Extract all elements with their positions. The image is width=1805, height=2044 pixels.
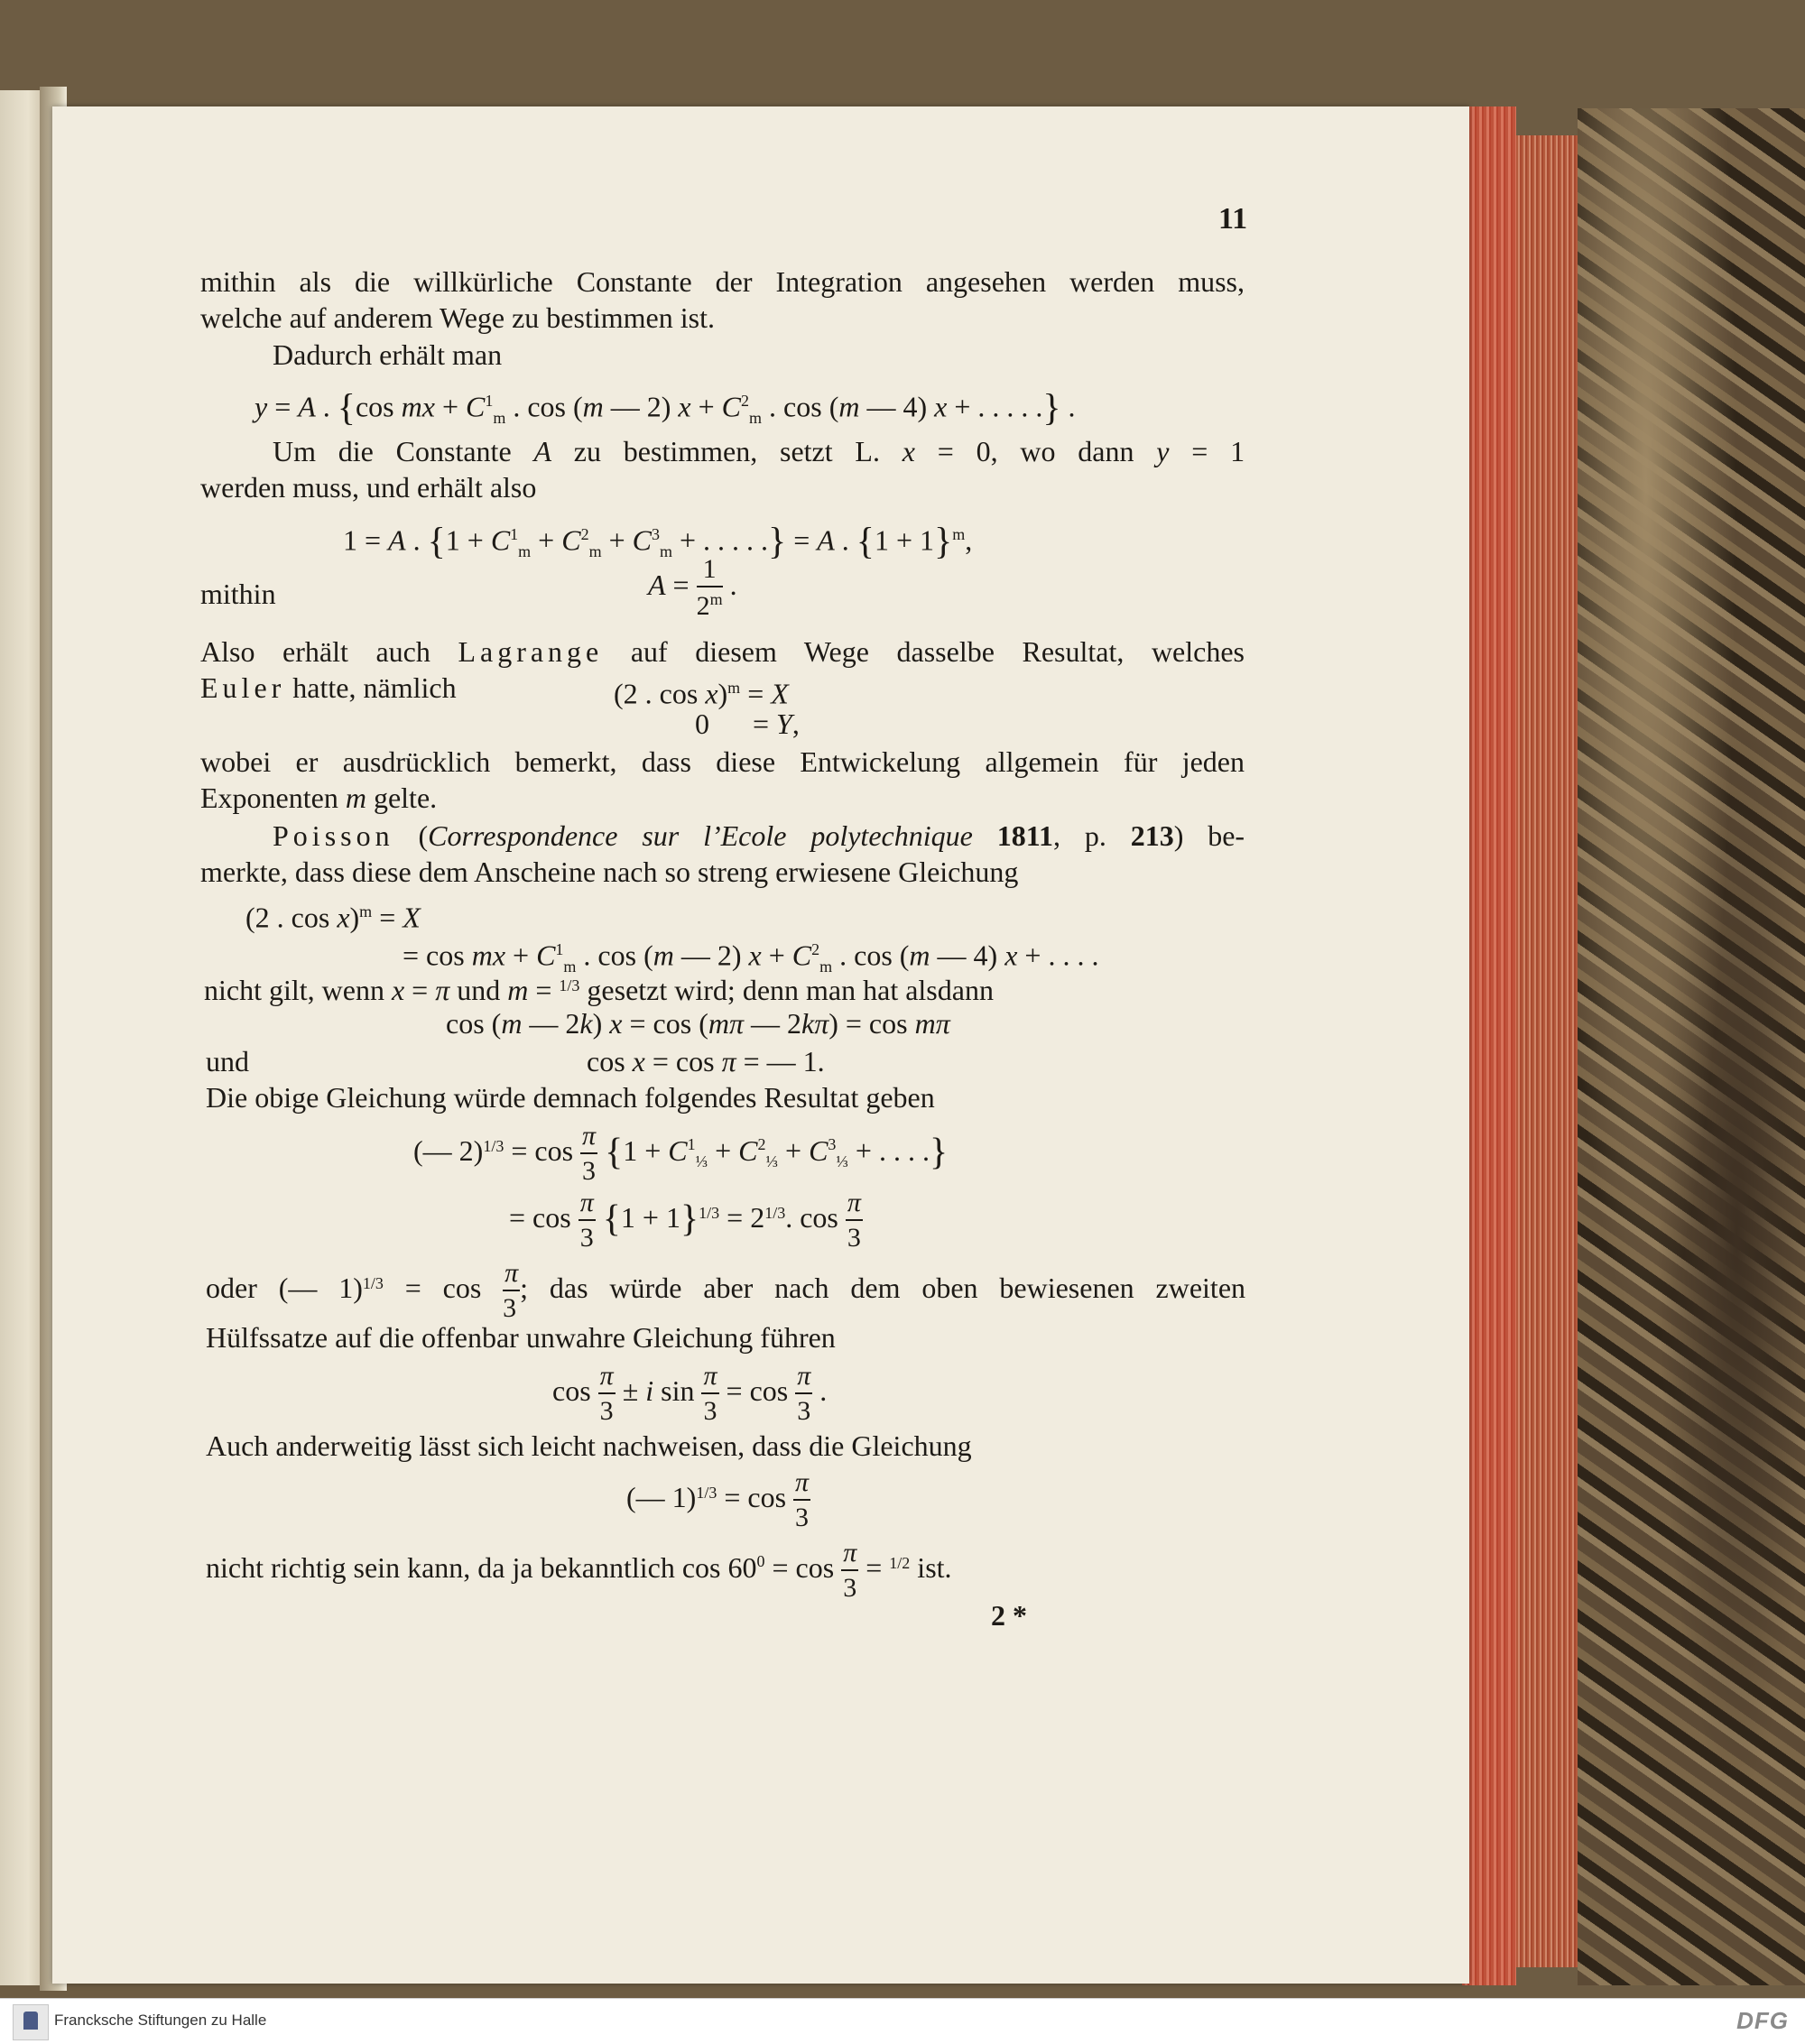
- page-number: 11: [1218, 202, 1248, 236]
- equation: 1 = A . {$1 + C^1_m + C^2_m + C^3_m$ + . . . . .} = A . $\{1 + 1\}^m$,: [343, 521, 973, 563]
- equation: (2 . cos x)$^m$ = X: [245, 901, 421, 934]
- text-line: mithin als die willkürliche Constante der Integration angesehen werden muss,: [200, 265, 1245, 298]
- marbled-cover: [1578, 108, 1805, 1985]
- equation: cos x = cos π = — 1.: [587, 1045, 825, 1077]
- text-line: Poisson (Correspondence sur l’Ecole polytechnique 1811, p. 213) be-: [273, 819, 1245, 852]
- equation: (— 2)$^{1/3}$ = cos $\frac{\pi}{3}$ {$1 + C^1_{\frac{1}{3}} + C^2_{\frac{1}{3}} + C^3_{\frac{1}{3}}$ + . . . .}: [413, 1121, 949, 1186]
- equation: (— 1)$^{1/3}$ = cos $\frac{\pi}{3}$: [626, 1467, 810, 1532]
- text-line: Hülfssatze auf die offenbar unwahre Gleichung führen: [206, 1321, 836, 1354]
- equation: y = A . {cos mx + $C^1_m$ . cos (m — 2) $x + C^2_m$ . cos (m — 4) x + . . . . .} .: [255, 387, 1076, 430]
- text-line: und: [206, 1045, 249, 1077]
- text-line: werden muss, und erhält also: [200, 471, 537, 504]
- text-line: Auch anderweitig lässt sich leicht nachweisen, dass die Gleichung: [206, 1429, 972, 1462]
- signature-mark: 2 *: [991, 1599, 1027, 1632]
- dfg-logo[interactable]: DFG: [1736, 2007, 1789, 2034]
- equation: = cos mx + $C^1_m$ . cos (m — 2) $x + C^2_m$ . cos (m — 4) x + . . . .: [403, 939, 1099, 976]
- institution-logo[interactable]: [13, 2004, 49, 2040]
- equation: cos (m — 2k) x = cos (mπ — 2kπ) = cos mπ: [446, 1007, 950, 1040]
- text-line: nicht richtig sein kann, da ja bekanntlich $\cos 60^0 = \cos$ $\frac{\pi}{3}$ = $^{1/2}$ ist.: [206, 1538, 952, 1603]
- text-line: wobei er ausdrücklich bemerkt, dass diese Entwickelung allgemein für jeden: [200, 745, 1245, 778]
- equation: = cos $\frac{\pi}{3}$ $\{1 + 1\}^{1/3} = 2^{1/3}$. cos $\frac{\pi}{3}$: [509, 1188, 861, 1253]
- text-line: Dadurch erhält man: [273, 338, 503, 371]
- equation: cos $\frac{\pi}{3}$ ± i sin $\frac{\pi}{3}$ = cos $\frac{\pi}{3}$ .: [552, 1361, 828, 1426]
- text-line: nicht gilt, wenn x = π und m = $^{1/3}$ gesetzt wird; denn man hat alsdann: [204, 974, 994, 1006]
- text-line: Euler hatte, nämlich: [200, 671, 457, 704]
- text-line: oder (— 1)$^{1/3}$ = cos $\frac{\pi}{3}$ ; das würde aber nach dem oben bewiesenen zweiten: [206, 1258, 1246, 1323]
- text-line: Also erhält auch Lagrange auf diesem Wege dasselbe Resultat, welches: [200, 635, 1245, 668]
- text-line: Exponenten m gelte.: [200, 782, 438, 814]
- text-line: Die obige Gleichung würde demnach folgendes Resultat geben: [206, 1081, 935, 1114]
- page-block: [1516, 135, 1578, 1967]
- text-line: Um die Constante A zu bestimmen, setzt L. x = 0, wo dann y = 1: [273, 435, 1245, 467]
- page-edges: [1462, 106, 1516, 1985]
- building-icon: [23, 2012, 38, 2030]
- institution-name[interactable]: Francksche Stiftungen zu Halle: [54, 2012, 267, 2029]
- text-line: mithin: [200, 578, 276, 610]
- equation: A = $\frac{1}{2^m}$ .: [648, 554, 737, 621]
- text-line: merkte, dass diese dem Anscheine nach so streng erwiesene Gleichung: [200, 856, 1019, 888]
- text-line: welche auf anderem Wege zu bestimmen ist.: [200, 301, 715, 334]
- footer-bar: [0, 1998, 1805, 2044]
- equation: (2 . cos x)$^m$ = X: [614, 677, 789, 710]
- equation: 0 = Y,: [695, 708, 800, 740]
